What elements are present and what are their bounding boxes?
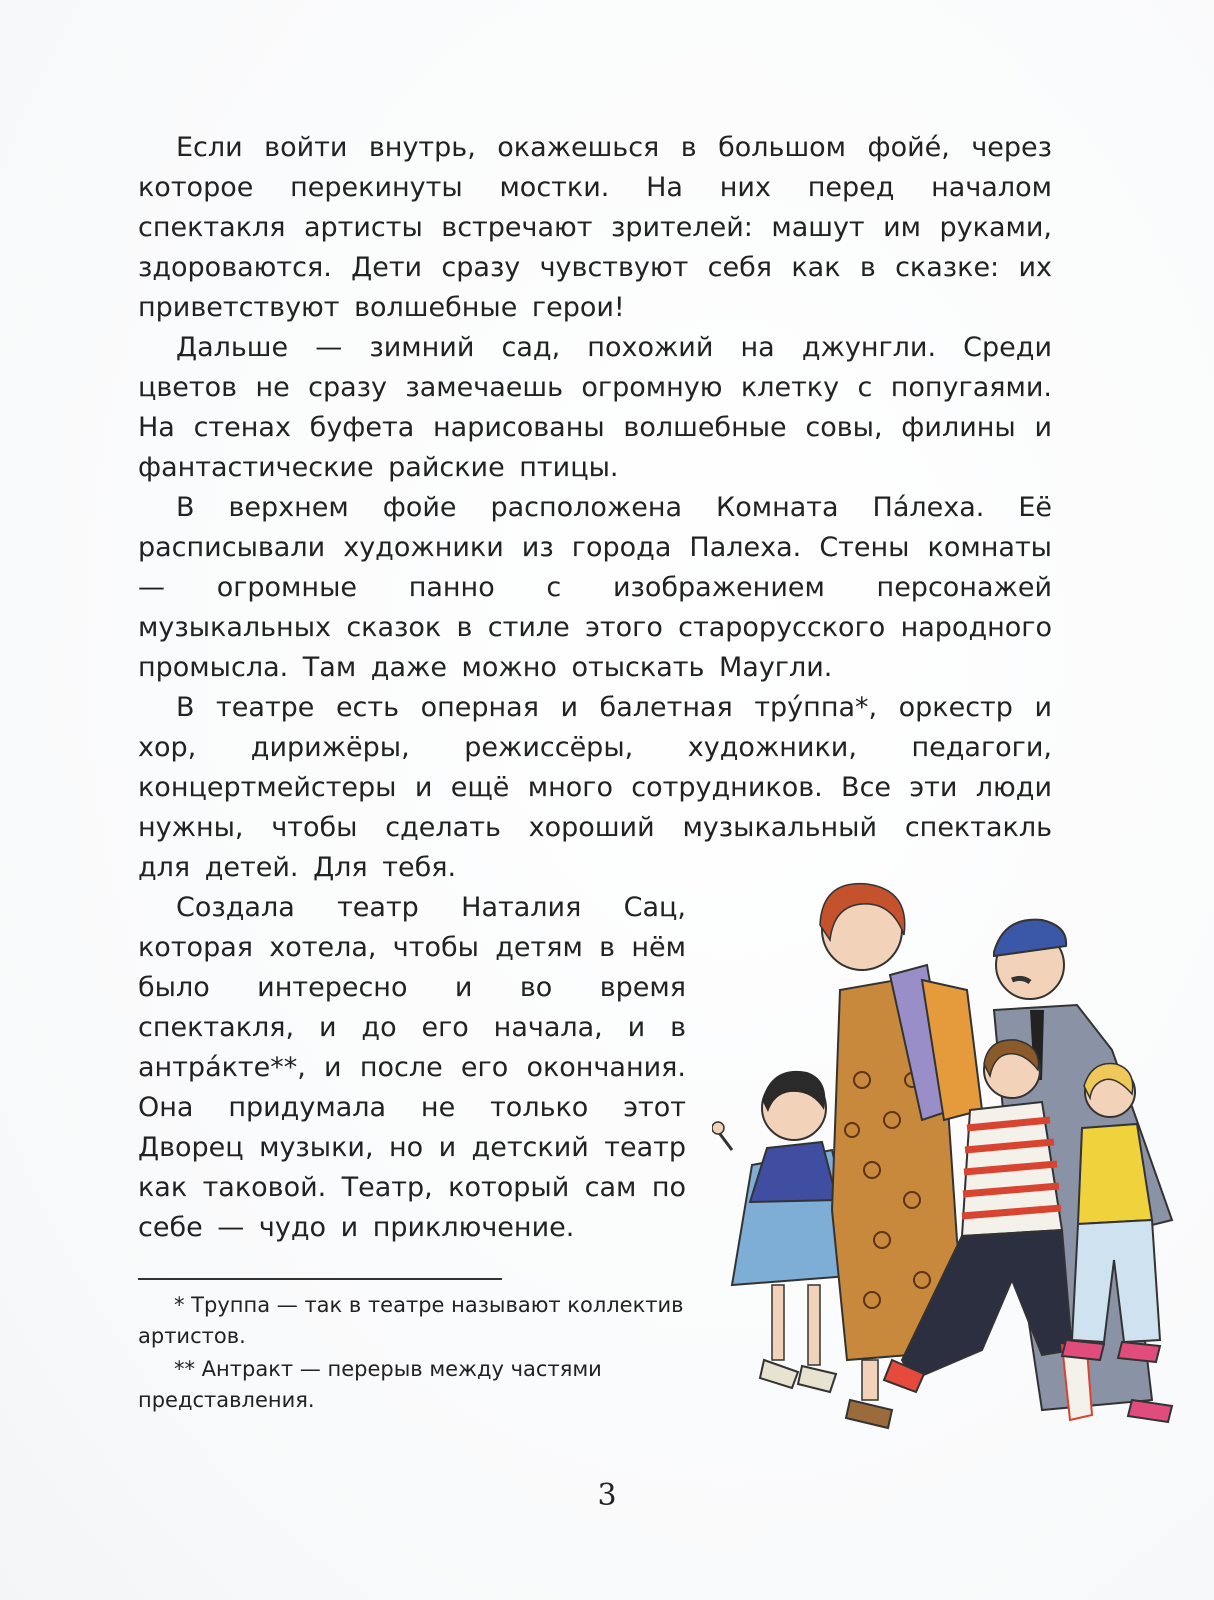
page-number: 3 (597, 1478, 617, 1513)
paragraph-winter-garden: Дальше — зимний сад, похожий на джунгли. Среди цветов не сразу замечаешь огромную клетку с попугаями. На стенах буфета нарисованы волшебные совы, филины и фантастические райские птицы. (138, 332, 1052, 483)
paragraph-palekh-room: В верхнем фойе расположена Комната Па́леха. Её расписывали художники из города Палеха. Стены комнаты — огромные панно с изображением персонажей музыкальных сказок в стиле этого старорусского народного промысла. Там даже можно отыскать Маугли. (138, 492, 1052, 683)
narrow-text (138, 888, 686, 1248)
footnote-intermission: ** Антракт — перерыв между частями представления. (138, 1357, 602, 1412)
paragraph-troupe: В театре есть оперная и балетная тру́ппа*, оркестр и хор, дирижёры, режиссёры, художники, педагоги, концертмейстеры и ещё много сотрудников. Все эти люди нужны, чтобы сделать хороший музыкальный спектакль для детей. Для тебя. (138, 692, 1052, 883)
paragraph-foyer: Если войти внутрь, окажешься в большом фойе́, через которое перекинуты мостки. На них перед началом спектакля артисты встречают зрителей: машут им руками, здороваются. Дети сразу чувствуют себя как в сказке: их приветствуют волшебные герои! (138, 132, 1052, 323)
family-walking-illustration (712, 880, 1192, 1460)
paragraph-natalia-sats: Создала театр Наталия Сац, которая хотела, чтобы детям в нём было интересно и во время спектакля, и до его начала, и в антра́кте**, и после его окончания. Она придумала не только этот Дворец музыки, но и детский театр как таковой. Театр, который сам по себе — чудо и приключение. (138, 892, 686, 1243)
footnotes (138, 1290, 698, 1418)
footnote-divider (138, 1278, 502, 1280)
footnote-troupe: * Труппа — так в театре называют коллектив артистов. (138, 1293, 684, 1348)
main-text (138, 128, 1052, 888)
